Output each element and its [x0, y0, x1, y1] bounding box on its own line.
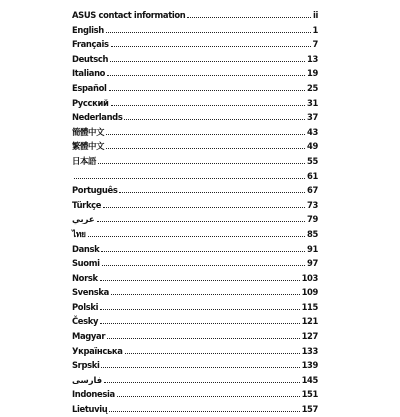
toc-entry-page: 13: [307, 53, 318, 64]
toc-entry-page: 61: [307, 170, 318, 181]
toc-dot-leader: [74, 177, 305, 179]
toc-entry-label: 日本語: [72, 155, 97, 166]
toc-entry: [72, 373, 318, 388]
toc-dot-leader: [100, 279, 300, 281]
toc-entry-page: 49: [307, 141, 318, 152]
toc-dot-leader: [111, 45, 311, 47]
toc-entry: [72, 256, 318, 271]
toc-entry-label: Deutsch: [72, 53, 109, 64]
toc-entry-page: 103: [301, 272, 318, 283]
toc-entry: [72, 402, 318, 417]
toc-entry-page: 19: [307, 68, 318, 79]
toc-entry-label: Italiano: [72, 68, 106, 79]
toc-entry-page: 145: [301, 374, 318, 385]
toc-entry: [72, 110, 318, 125]
toc-entry-page: 7: [312, 39, 318, 50]
toc-entry-page: 1: [312, 24, 318, 35]
toc-dot-leader: [88, 235, 305, 237]
toc-dot-leader: [119, 191, 305, 193]
toc-dot-leader: [106, 147, 305, 149]
toc-entry-page: 43: [307, 126, 318, 137]
toc-entry-page: 31: [307, 97, 318, 108]
toc-entry: [72, 242, 318, 257]
toc-dot-leader: [124, 118, 305, 120]
toc-entry: [72, 139, 318, 154]
toc-entry-label: ไทย: [72, 228, 86, 239]
toc-entry-label: Español: [72, 82, 107, 93]
table-of-contents: [72, 8, 318, 417]
toc-entry: [72, 66, 318, 81]
toc-entry-label: Magyar: [72, 331, 106, 342]
toc-entry: [72, 387, 318, 402]
toc-entry: [72, 285, 318, 300]
toc-dot-leader: [110, 60, 305, 62]
toc-entry: [72, 8, 318, 23]
toc-entry-label: Français: [72, 39, 109, 50]
toc-entry-page: 139: [301, 360, 318, 371]
toc-dot-leader: [187, 16, 311, 18]
toc-entry: [72, 154, 318, 169]
toc-entry-label: Dansk: [72, 243, 100, 254]
toc-entry: [72, 52, 318, 67]
toc-dot-leader: [106, 31, 311, 33]
toc-dot-leader: [97, 220, 305, 222]
toc-dot-leader: [107, 74, 305, 76]
toc-entry-page: 85: [307, 228, 318, 239]
toc-dot-leader: [101, 250, 305, 252]
toc-entry-page: 115: [301, 301, 318, 312]
toc-dot-leader: [111, 293, 300, 295]
toc-dot-leader: [101, 366, 299, 368]
toc-entry-page: 151: [301, 389, 318, 400]
toc-entry: [72, 183, 318, 198]
toc-entry: [72, 358, 318, 373]
toc-entry: [72, 212, 318, 227]
toc-entry-label: ASUS contact information: [72, 10, 186, 20]
toc-entry-label: Lietuvių: [72, 404, 108, 415]
toc-dot-leader: [102, 264, 305, 266]
toc-entry-page: 67: [307, 185, 318, 196]
toc-entry: [72, 227, 318, 242]
toc-entry-label: Indonesia: [72, 389, 115, 400]
toc-entry-label: Norsk: [72, 272, 98, 283]
toc-entry: [72, 271, 318, 286]
toc-entry-label: Русский: [72, 97, 109, 108]
toc-dot-leader: [109, 410, 299, 412]
toc-dot-leader: [104, 381, 299, 383]
toc-dot-leader: [100, 322, 299, 324]
toc-entry-page: 121: [301, 316, 318, 327]
toc-entry: [72, 23, 318, 38]
toc-entry-label: Türkçe: [72, 199, 102, 210]
toc-entry-page: 79: [307, 214, 318, 225]
toc-dot-leader: [125, 352, 300, 354]
toc-entry: [72, 81, 318, 96]
toc-dot-leader: [100, 308, 299, 310]
toc-entry: [72, 169, 318, 184]
toc-entry: [72, 37, 318, 52]
toc-entry-label: Svenska: [72, 287, 109, 298]
toc-entry-label: عربي: [72, 214, 95, 225]
toc-entry-page: 37: [307, 112, 318, 123]
toc-dot-leader: [109, 89, 306, 91]
toc-entry-label: Srpski: [72, 360, 100, 371]
toc-entry-page: 97: [307, 258, 318, 269]
toc-entry-page: 91: [307, 243, 318, 254]
toc-entry-page: 133: [301, 345, 318, 356]
toc-entry: [72, 96, 318, 111]
toc-entry: [72, 300, 318, 315]
toc-entry-page: 109: [301, 287, 318, 298]
toc-dot-leader: [107, 337, 299, 339]
toc-entry-label: Suomi: [72, 258, 100, 269]
toc-dot-leader: [106, 133, 305, 135]
toc-entry-label: فارسی: [72, 374, 103, 385]
toc-entry-label: Português: [72, 185, 118, 196]
toc-entry-page: 73: [307, 199, 318, 210]
toc-entry: [72, 125, 318, 140]
toc-entry-label: Nederlands: [72, 112, 123, 123]
toc-entry-label: Polski: [72, 301, 99, 312]
toc-entry-label: Українська: [72, 345, 123, 356]
toc-dot-leader: [111, 104, 306, 106]
toc-entry-label: 簡體中文: [72, 126, 105, 137]
toc-dot-leader: [98, 162, 305, 164]
toc-dot-leader: [103, 206, 305, 208]
toc-entry-label: 繁體中文: [72, 141, 105, 152]
toc-entry: [72, 344, 318, 359]
toc-entry-page: 25: [307, 82, 318, 93]
toc-entry: [72, 198, 318, 213]
toc-entry: [72, 314, 318, 329]
toc-entry-page: ii: [312, 10, 318, 20]
toc-entry-label: English: [72, 24, 104, 35]
toc-entry-page: 157: [301, 404, 318, 415]
toc-entry-page: 127: [301, 331, 318, 342]
toc-entry-label: Česky: [72, 316, 99, 327]
toc-entry-page: 55: [307, 155, 318, 166]
toc-entry: [72, 329, 318, 344]
toc-dot-leader: [117, 395, 300, 397]
